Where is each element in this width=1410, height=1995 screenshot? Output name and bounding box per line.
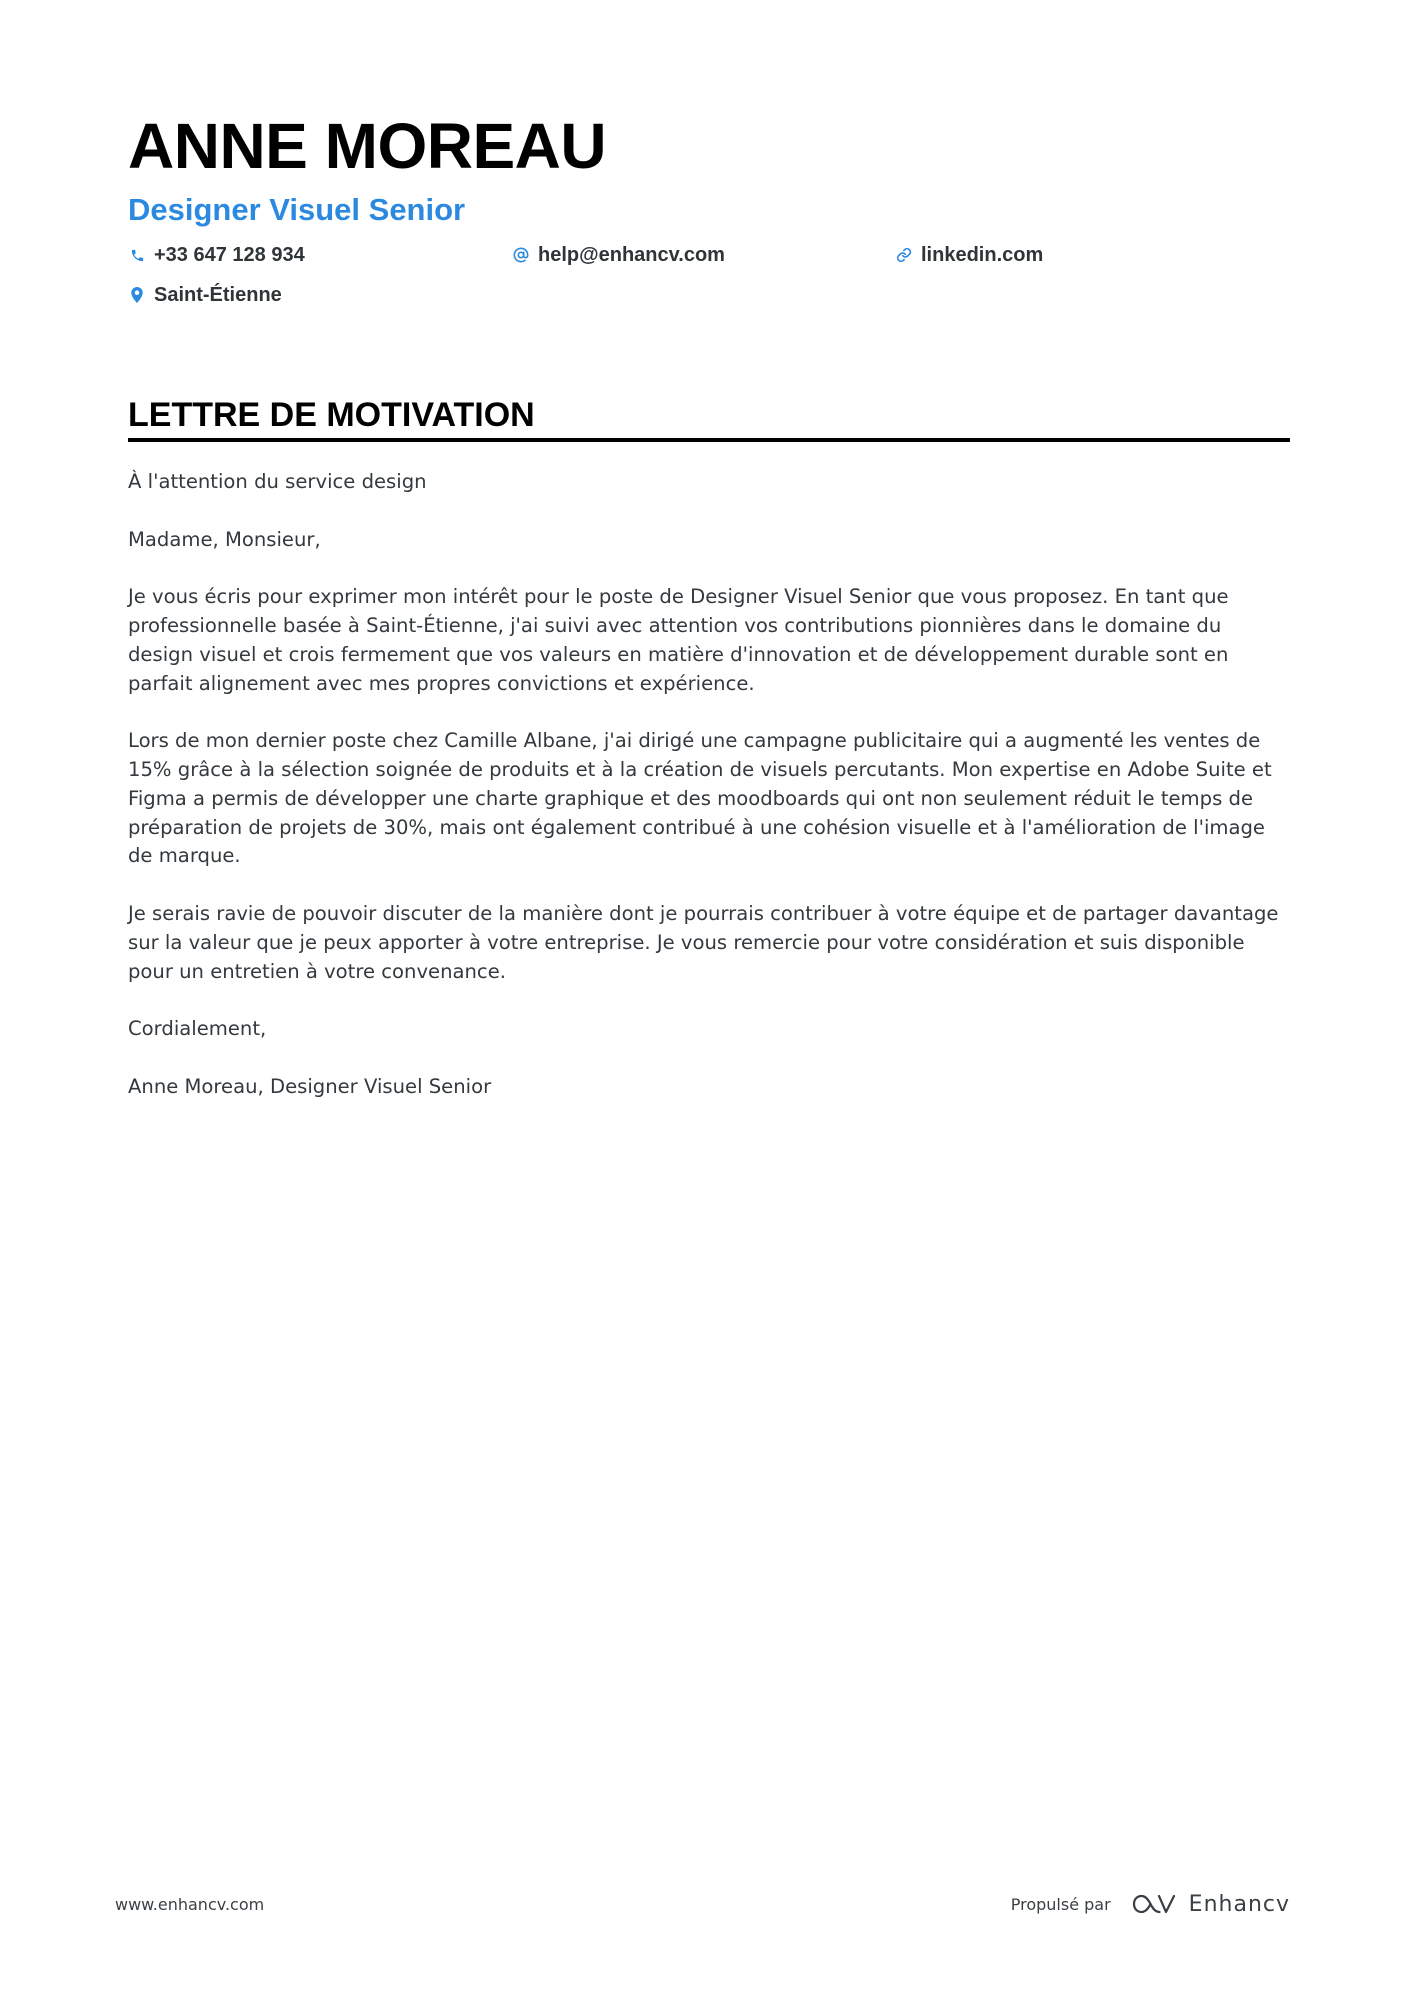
letter-signature: Anne Moreau, Designer Visuel Senior xyxy=(128,1074,492,1098)
map-pin-icon xyxy=(128,286,146,304)
section-divider xyxy=(128,438,1290,442)
section-title: LETTRE DE MOTIVATION xyxy=(128,396,535,434)
letter-closing: Cordialement, xyxy=(128,1017,267,1041)
contact-linkedin[interactable] xyxy=(895,242,1043,268)
contact-linkedin-text: linkedin.com xyxy=(921,244,1044,266)
link-icon xyxy=(895,246,913,264)
footer-brand[interactable] xyxy=(1011,1886,1290,1922)
letter-paragraph: Je serais ravie de pouvoir discuter de la manière dont je pourrais contribuer à votre équipe et de partager davantage sur la valeur que je peux apporter à votre entreprise. Je vous remercie pour votre considération et suis disponible pour un entretien à votre convenance. xyxy=(128,901,1279,983)
contact-email-text: help@enhancv.com xyxy=(538,244,725,266)
candidate-role: Designer Visuel Senior xyxy=(128,192,466,227)
contact-phone-text: +33 647 128 934 xyxy=(154,244,305,266)
at-sign-icon xyxy=(512,246,530,264)
letter-salutation: Madame, Monsieur, xyxy=(128,527,321,551)
brand-name: Enhancv xyxy=(1188,1891,1290,1917)
contact-email[interactable] xyxy=(512,242,725,268)
contact-location xyxy=(128,282,282,308)
powered-by-label: Propulsé par xyxy=(1010,1894,1111,1914)
letter-paragraph: Je vous écris pour exprimer mon intérêt pour le poste de Designer Visuel Senior que vous proposez. En tant que professionnelle basée à Saint-Étienne, j'ai suivi avec attention vos contributions pionnières dans le domaine du design visuel et crois fermement que vos valeurs en matière d'innovation et de développement durable sont en parfait alignement avec mes propres convictions et expérience. xyxy=(128,585,1229,695)
letter-recipient: À l'attention du service design xyxy=(128,470,427,493)
contact-phone[interactable] xyxy=(128,242,305,268)
footer-website-link[interactable]: www.enhancv.com xyxy=(115,1895,265,1914)
letter-paragraph: Lors de mon dernier poste chez Camille Albane, j'ai dirigé une campagne publicitaire qui a augmenté les ventes de 15% grâce à la sélection soignée de produits et à la création de visuels percutants. Mon expertise en Adobe Suite et Figma a permis de développer une charte graphique et des moodboards qui ont non seulement réduit le temps de préparation de projets de 30%, mais ont également contribué à une cohésion visuelle et à l'amélioration de l'image de marque. xyxy=(128,729,1272,868)
phone-icon xyxy=(128,246,146,264)
contact-location-text: Saint-Étienne xyxy=(154,284,282,306)
candidate-name: ANNE MOREAU xyxy=(128,110,607,182)
letter-body xyxy=(128,468,1290,1130)
enhancv-logo-icon xyxy=(1131,1891,1177,1917)
